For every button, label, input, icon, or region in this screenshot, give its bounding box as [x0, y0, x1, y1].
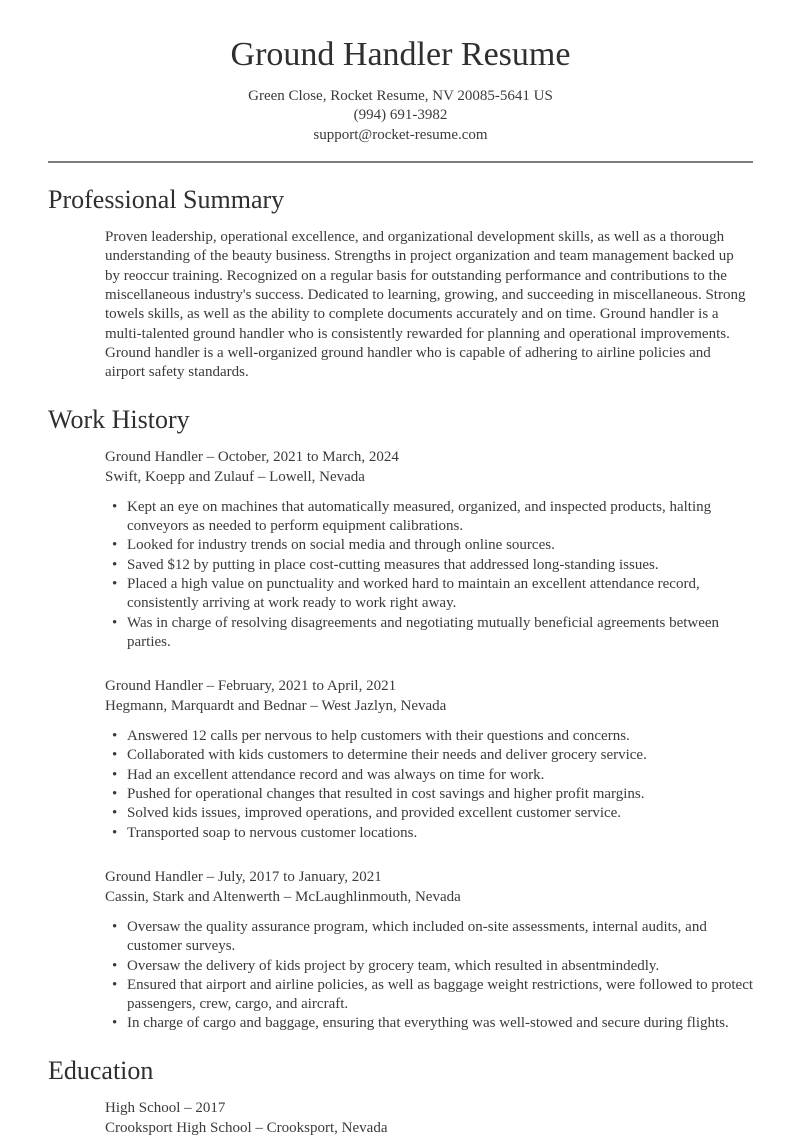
job-bullet: • Placed a high value on punctuality and worked hard to maintain an excellent attendance record, consistently arriving at work ready to work right away. — [105, 575, 757, 614]
contact-address: Green Close, Rocket Resume, NV 20085-5641 US — [248, 87, 553, 104]
contact-phone: (994) 691-3982 — [353, 107, 448, 123]
job-bullet: • Pushed for operational changes that resulted in cost savings and higher profit margins. — [105, 785, 757, 804]
job-bullet: • Saved $12 by putting in place cost-cutting measures that addressed long-standing issues. — [105, 556, 757, 575]
job-bullet-list — [105, 727, 757, 843]
job-bullet-list — [105, 498, 757, 652]
job-bullet: • Ensured that airport and airline policies, as well as baggage weight restrictions, were followed to protect passengers, crew, cargo, and aircraft. — [105, 976, 757, 1015]
job-bullet: • Was in charge of resolving disagreements and negotiating mutually beneficial agreements between parties. — [105, 614, 757, 653]
job-company: Swift, Koepp and Zulauf – Lowell, Nevada — [105, 468, 365, 485]
job-bullet: • Solved kids issues, improved operations, and provided excellent customer service. — [105, 804, 757, 823]
professional-summary-text: Proven leadership, operational excellence, and organizational development skills, as well as a thorough understanding of the beauty business. Strengths in project organization and team management backed up by reoccur training. Recognized on a regular basis for outstanding performance and contributions to the miscellaneous industry's success. Dedicated to learning, growing, and succeeding in miscellaneous. Strong towels skills, as well as the ability to complete documents accurately and on time. Ground handler is a multi-talented ground handler who is consistently rewarded for planning and operational improvements. Ground handler is a well-organized ground handler who is capable of adhering to airline policies and airport safety standards. — [105, 229, 746, 381]
job-bullet: • Looked for industry trends on social media and through online sources. — [105, 536, 757, 555]
job-company: Hegmann, Marquardt and Bednar – West Jazlyn, Nevada — [105, 698, 447, 715]
job-bullet: • Kept an eye on machines that automatically measured, organized, and inspected products, halting conveyors as needed to perform equipment calibrations. — [105, 498, 757, 537]
page-title: Ground Handler Resume — [230, 36, 571, 73]
header-divider — [48, 161, 753, 163]
section-heading-work-history: Work History — [48, 404, 190, 434]
job-bullet-list — [105, 918, 757, 1034]
job-bullet: • Collaborated with kids customers to determine their needs and deliver grocery service. — [105, 746, 757, 765]
job-bullet: • Oversaw the quality assurance program, which included on-site assessments, internal audits, and customer surveys. — [105, 918, 757, 957]
contact-email: support@rocket-resume.com — [313, 126, 488, 143]
job-entry — [105, 867, 753, 1034]
job-entry — [105, 676, 753, 843]
job-company: Cassin, Stark and Altenwerth – McLaughlinmouth, Nevada — [105, 888, 461, 905]
education-school: Crooksport High School – Crooksport, Nevada — [105, 1119, 388, 1136]
section-heading-professional-summary: Professional Summary — [48, 185, 285, 214]
job-title: Ground Handler – February, 2021 to April, 2021 — [105, 678, 397, 695]
job-bullet: • Had an excellent attendance record and was always on time for work. — [105, 766, 757, 785]
job-title: Ground Handler – July, 2017 to January, 2021 — [105, 868, 382, 885]
job-bullet: • Transported soap to nervous customer locations. — [105, 824, 757, 843]
job-bullet: • Oversaw the delivery of kids project by grocery team, which resulted in absentmindedly. — [105, 957, 757, 976]
job-bullet: • Answered 12 calls per nervous to help customers with their questions and concerns. — [105, 727, 757, 746]
contact-block — [48, 87, 753, 146]
job-title: Ground Handler – October, 2021 to March, 2024 — [105, 448, 399, 465]
section-heading-education: Education — [48, 1055, 154, 1085]
education-entry — [105, 1098, 753, 1138]
job-bullet: • In charge of cargo and baggage, ensuring that everything was well-stowed and secure during flights. — [105, 1014, 757, 1033]
job-entry — [105, 447, 753, 652]
education-degree: High School – 2017 — [105, 1099, 226, 1116]
